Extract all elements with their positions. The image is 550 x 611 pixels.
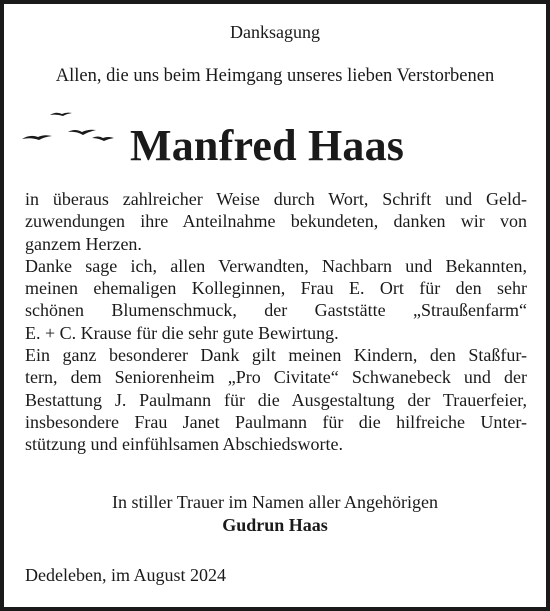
body-line: stützung und einfühlsamen Abschiedsworte. — [25, 434, 343, 455]
deceased-name: Manfred Haas — [130, 121, 405, 170]
body-line: Ein ganz besonderer Dank gilt meinen Kindern, den Staßfur- — [25, 345, 527, 366]
notice-heading: Danksagung — [230, 22, 320, 42]
notice-body — [25, 188, 527, 456]
signature-name: Gudrun Haas — [222, 515, 328, 535]
notice-intro: Allen, die uns beim Heimgang unseres lieben Verstorbenen — [55, 66, 495, 86]
place-and-date: Dedeleben, im August 2024 — [25, 565, 226, 585]
body-line: Danke sage ich, allen Verwandten, Nachbarn und Bekannten, — [25, 255, 527, 276]
body-line: zuwendungen ihre Anteilnahme bekundeten, danken wir von — [25, 211, 527, 232]
body-line: tern, dem Seniorenheim „Pro Civitate“ Schwanebeck und der — [25, 367, 527, 388]
body-line: meinen ehemaligen Kolleginnen, Frau E. Ort für den sehr — [25, 278, 527, 299]
closing-line: In stiller Trauer im Namen aller Angehörigen — [112, 492, 438, 512]
body-line: in überaus zahlreicher Weise durch Wort, Schrift und Geld- — [25, 189, 527, 209]
flying-birds-icon — [20, 108, 116, 148]
body-line: insbesondere Frau Janet Paulmann für die hilfreiche Unter- — [25, 411, 527, 432]
body-line: ganzem Herzen. — [25, 233, 142, 254]
body-line: Bestattung J. Paulmann für die Ausgestaltung der Trauerfeier, — [25, 389, 527, 410]
body-line: E. + C. Krause für die sehr gute Bewirtung. — [25, 322, 339, 343]
body-line: schönen Blumenschmuck, der Gaststätte „Straußenfarm“ — [25, 300, 527, 321]
